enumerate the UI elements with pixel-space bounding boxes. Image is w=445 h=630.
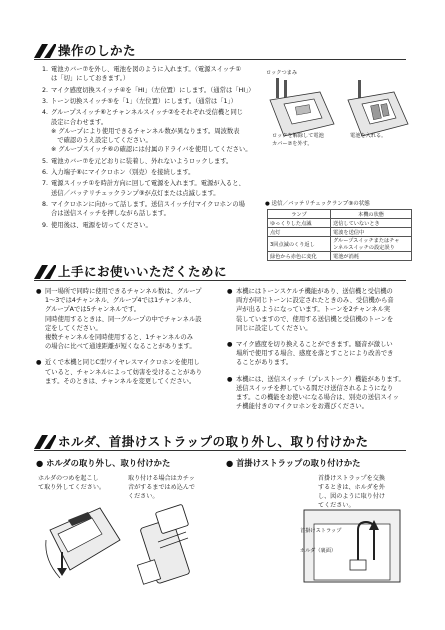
cell-line: ンネルスイッチの設定誤り <box>333 245 395 251</box>
step-line: グループスイッチ⑥とチャンネルスイッチ②をそれぞれ受信機と同じ <box>51 109 244 117</box>
step-text <box>51 168 194 177</box>
step-number: 9. <box>42 221 49 229</box>
cell-line: 3回点滅のくり返し <box>270 241 315 248</box>
tip-line: 装していますので、使用する送信機と受信機のトーンを <box>236 315 394 323</box>
table-cell-state <box>331 228 412 237</box>
strap-label: 首掛けストラップ <box>300 528 342 534</box>
table-cell-lamp <box>268 252 331 261</box>
tip-text <box>236 375 405 412</box>
bullet-icon: ● <box>227 375 233 383</box>
cell-line: グループスイッチまたはチャ <box>333 238 400 244</box>
tip-line: ます。そのときは、チャンネルを変更してください。 <box>45 377 196 385</box>
tip-line: 本機にはトーンスケルチ機能があり、送信機と受信機の <box>236 288 393 295</box>
bullet-icon: ● <box>227 341 233 348</box>
step-text <box>51 221 152 230</box>
fig-caption-right: 電池を入れる。 <box>350 133 387 139</box>
bullet-icon: ● <box>36 288 42 295</box>
step-number: 7. <box>42 180 49 188</box>
fig-caption-left: ロックを解除して電池 カバー⑦を外す。 <box>272 133 324 147</box>
tip-line: 定をしてください。 <box>45 324 102 332</box>
cell-line: 点灯 <box>270 229 281 236</box>
table-cell-lamp <box>268 219 331 228</box>
step-line: 合は送信スイッチを押しながら話します。 <box>51 210 170 218</box>
table-cell-state <box>331 237 412 252</box>
step-line: 設定に合わせます。 <box>51 118 108 126</box>
tip-line: 複数チャンネルを同時使用すると、1チャンネルのみ <box>45 334 194 342</box>
tip-text <box>45 358 202 386</box>
strap-text: 首掛けストラップを交換 するときは、ホルダを外 し、図のように取り付け てください。 <box>318 475 386 509</box>
step-text <box>51 108 252 154</box>
cell-line: 送信していないとき <box>333 220 380 227</box>
step-text <box>51 65 241 83</box>
step-number: 8. <box>42 201 49 208</box>
bullet-icon: ● <box>227 288 233 295</box>
slash-mark-icon <box>34 265 56 279</box>
cell-line: 電波を送信中 <box>333 229 365 236</box>
cell-line: 緑色から赤色に変化 <box>270 253 317 260</box>
section-title: 上手にお使いいただくために <box>58 264 228 279</box>
table-row <box>268 219 412 228</box>
step-text <box>51 97 237 106</box>
tip-line: 両方が同じトーンに設定されたときのみ、受信機から音 <box>236 297 394 305</box>
holder-attach-illustration <box>128 502 218 587</box>
tip-text <box>236 340 393 368</box>
step-line: ※ グループスイッチ⑥の確認には付属のドライバを使用してください。 <box>51 146 252 154</box>
step-text <box>51 179 245 197</box>
lock-knob-label: ロックつまみ <box>266 70 298 76</box>
table-cell-state <box>331 219 412 228</box>
table-cell-lamp <box>268 228 331 237</box>
step-line: で確認のうえ設定してください。 <box>51 137 152 144</box>
step-line: 電池カバー⑦を外し、電池を図のように入れます。（電源スイッチ① <box>51 66 241 73</box>
step-line: ※ グループにより使用できるチャンネル数が異なります。周波数表 <box>51 127 240 135</box>
holder-text-remove: ホルダのつめを起こし て取り外してください。 <box>38 475 106 491</box>
table-row <box>268 237 412 252</box>
lamp-table-title: ● 送信／バッテリチェックランプ⑨の状態 <box>265 201 370 207</box>
tip-line: ることがあります。 <box>236 359 293 367</box>
strap-subtitle: ● 首掛けストラップの取り付けかた <box>226 458 361 468</box>
step-line: 使用後は、電源を切ってください。 <box>51 221 152 229</box>
step-number: 1. <box>42 66 49 73</box>
step-line: マイク感度切換スイッチ④を「HI」（左位置）にします。（通常は「HI」） <box>51 86 255 94</box>
step-line: 送信／バッテリチェックランプ⑨が点灯または点滅します。 <box>51 189 220 197</box>
table-header-lamp: ランプ <box>268 210 331 219</box>
tip-line: グループAでは5チャンネルです。 <box>45 306 141 314</box>
transmitter-left-illustration <box>270 78 334 136</box>
step-line: トーン切換スイッチ⑤を「1」（左位置）にします。（通常は「1」） <box>51 98 237 105</box>
step-number: 4. <box>42 109 49 117</box>
tip-line: 同一場所で同時に使用できるチャンネル数は、グループ <box>45 288 202 295</box>
tip-line: 1〜3では4チャンネル、グループ4では1チャンネル、 <box>45 297 195 305</box>
section-title: 操作のしかた <box>58 43 137 58</box>
section-header-tips <box>34 262 406 281</box>
step-text <box>51 157 232 166</box>
step-text <box>51 86 255 95</box>
table-row <box>268 252 412 261</box>
table-cell-state <box>331 252 412 261</box>
tip-line: 送信スイッチを押している間だけ送信されるようになり <box>236 384 394 392</box>
tip-line: 近くで本機と同じC型ワイヤレスマイクロホンを使用し <box>45 359 200 367</box>
holder-subtitle: ● ホルダの取り外し、取り付けかた <box>36 458 171 468</box>
tip-text <box>236 287 394 333</box>
tip-line: チ機能付きのマイクロホンをお選びください。 <box>236 403 368 411</box>
cell-line: 電池が消耗 <box>333 253 359 260</box>
table-cell-lamp <box>268 237 331 252</box>
section-header-holder-strap <box>34 432 406 451</box>
bullet-icon: ● <box>36 359 42 367</box>
tip-line: 同時使用するときは、同一グループの中でチャンネル設 <box>45 315 202 323</box>
transmitter-right-illustration <box>348 80 408 136</box>
step-line: 電源スイッチ①を時計方向に回して電源を入れます。電源が入ると、 <box>51 180 245 188</box>
step-number: 3. <box>42 98 49 105</box>
step-number: 2. <box>42 86 49 94</box>
holder-back-label: ホルダ（裏面） <box>300 548 337 554</box>
tip-line: の場合に比べて通達距離が短くなることがあります。 <box>45 343 196 351</box>
table-row <box>268 228 412 237</box>
step-line: マイクロホンに向かって話します。送信スイッチ付マイクロホンの場 <box>51 201 245 208</box>
strap-illustration <box>298 500 408 585</box>
tip-line: 声が出るようになっています。トーンを2チャンネル実 <box>236 306 391 314</box>
tip-line: 場所で使用する場合、感度を落とすことにより改善でき <box>236 350 394 358</box>
tip-line: 同じに設定してください。 <box>236 324 312 332</box>
step-number: 5. <box>42 157 49 165</box>
table-header-state: 本機の状態 <box>331 210 412 219</box>
step-number: 6. <box>42 169 49 176</box>
slash-mark-icon <box>34 435 56 449</box>
slash-mark-icon <box>34 44 56 58</box>
step-line: は「切」にしておきます。） <box>51 75 130 83</box>
step-line: 電池カバー⑦を元どおりに装着し、外れないようロックします。 <box>51 157 233 165</box>
section-title: ホルダ、首掛けストラップの取り外し、取り付けかた <box>58 434 369 449</box>
step-line: 入力端子⑧にマイクロホン（別売）を接続します。 <box>51 169 195 176</box>
tip-line: ます。この機能をお使いになる場合は、別売の送信スイッ <box>236 394 399 401</box>
step-text <box>51 200 245 218</box>
holder-text-attach: 取り付ける場合はカチッ 音がするまではめ込んで ください。 <box>128 475 196 500</box>
lamp-status-table <box>267 209 412 261</box>
tip-line: 本機には、送信スイッチ（プレストーク）機能があります。 <box>236 375 405 383</box>
holder-remove-illustration <box>40 500 130 585</box>
tip-line: ていると、チャンネルによって妨害を受けることがあり <box>45 368 203 376</box>
cell-line: ゆっくりした点滅 <box>270 220 312 227</box>
section-header-operation <box>34 41 406 60</box>
tip-text <box>45 287 202 351</box>
table-header-row <box>268 210 412 219</box>
tip-line: マイク感度を切り換えることができます。騒音が激しい <box>236 341 393 348</box>
